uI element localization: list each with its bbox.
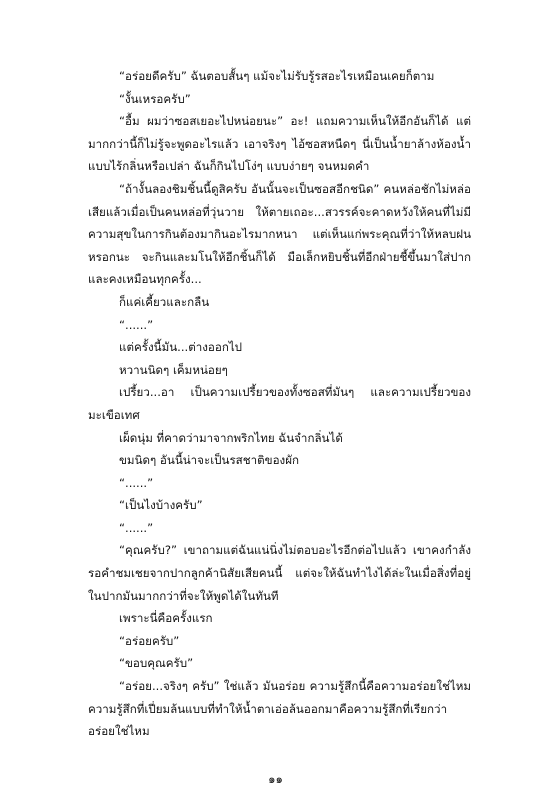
paragraph: “เป็นไงบ้างครับ”	[119, 498, 203, 513]
paragraph: ขมนิดๆ อันนี้น่าจะเป็นรสชาติของผัก	[119, 453, 300, 468]
paragraph: “คุณครับ?” เขาถามแต่ฉันแน่นิ่งไม่ตอบอะไรอีกต่อไปแล้ว เขาคงกำลังรอคำชมเชยจากปากลูกค้านิสัยเสียคนนี้ แต่จะให้ฉันทำไงได้ล่ะในเมื่อสิ่งที่อยู่ในปากมันมากกว่าที่จะให้พูดได้ในทันที	[88, 543, 471, 603]
paragraph: “......”	[119, 520, 154, 535]
paragraph: แต่ครั้งนี้มัน...ต่างออกไป	[119, 340, 243, 355]
page-number: ๑๑	[268, 772, 283, 786]
paragraph: “ขอบคุณครับ”	[119, 656, 194, 671]
paragraph: “งั้นเหรอครับ”	[119, 91, 191, 106]
paragraph: ก็แค่เคี้ยวและกลืน	[119, 294, 210, 309]
paragraph: เผ็ดนุ่ม ที่คาดว่ามาจากพริกไทย ฉันจำกลิ่นได้	[119, 430, 343, 445]
paragraph: “อร่อยครับ”	[119, 633, 180, 648]
paragraph: “อื้ม ผมว่าซอสเยอะไปหน่อยนะ” อะ! แถมความเห็นให้อีกอันก็ได้ แต่มากกว่านี้ก็ไม่รู้จะพูดอะไรแล้ว เอาจริงๆ ไอ้ซอสหนืดๆ นี่เป็นน้ำยาล้างห้องน้ำแบบไร้กลิ่นหรือเปล่า ฉันก็กินไปโง่ๆ แบบง่ายๆ จนหมดคำ	[88, 114, 471, 174]
paragraph: เพราะนี่คือครั้งแรก	[119, 611, 213, 626]
paragraph: “อร่อย...จริงๆ ครับ” ใช่แล้ว มันอร่อย ความรู้สึกนี้คือความอร่อยใช่ไหมความรู้สึกที่เปี่ยมล้นแบบที่ทำให้น้ำตาเอ่อล้นออกมาคือความรู้สึกที่เรียกว่าอร่อยใช่ไหม	[88, 679, 471, 739]
paragraph: “อร่อยดีครับ” ฉันตอบสั้นๆ แม้จะไม่รับรู้รสอะไรเหมือนเคยก็ตาม	[119, 69, 435, 83]
paragraph: เปรี้ยว...อา เป็นความเปรี้ยวของทั้งซอสที่มันๆ และความเปรี้ยวของมะเขือเทศ	[88, 385, 471, 422]
paragraph: “......”	[119, 475, 154, 490]
paragraph: “......”	[119, 317, 154, 332]
paragraph: หวานนิดๆ เค็มหน่อยๆ	[119, 362, 228, 377]
body-text	[88, 65, 471, 743]
paragraph: “ถ้างั้นลองชิมชิ้นนี้ดูสิครับ อันนั้นจะเป็นซอสอีกชนิด” คนหล่อชักไม่หล่อเสียแล้วเมื่อเป็นคนหล่อที่วุ่นวาย ให้ตายเถอะ...สวรรค์จะคาดหวังให้คนที่ไม่มีความสุขในการกินต้องมากินอะไรมากหนา แต่เห็นแก่พระคุณที่ว่าให้หลบฝนหรอกนะ จะกินและมโนให้อีกชิ้นก็ได้ มือเล็กหยิบชิ้นที่อีกฝ่ายชี้ขึ้นมาใส่ปาก และคงเหมือนทุกครั้ง...	[88, 181, 471, 287]
